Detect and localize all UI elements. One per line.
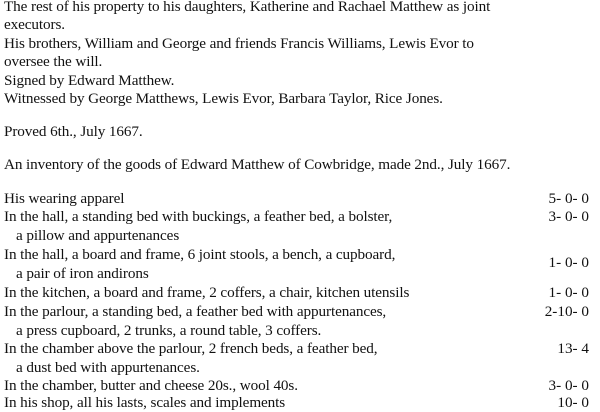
inventory-item bbox=[4, 283, 409, 302]
inventory-item-value: 10- 0 bbox=[557, 394, 589, 411]
inventory-item-text: In the hall, a board and frame, 6 joint stools, a bench, a cupboard, bbox=[4, 246, 396, 263]
will-line-1: The rest of his property to his daughters, Katherine and Rachael Matthew as joint bbox=[4, 0, 491, 15]
inventory-item-text: In the hall, a standing bed with buckings, a feather bed, a bolster, bbox=[4, 208, 393, 225]
proved-date: Proved 6th., July 1667. bbox=[4, 123, 143, 140]
inventory-item bbox=[4, 393, 285, 412]
inventory-item-value: 3- 0- 0 bbox=[548, 208, 589, 225]
inventory-item bbox=[4, 207, 392, 245]
inventory-item bbox=[4, 189, 124, 208]
inventory-item-text: In the parlour, a standing bed, a feather bed with appurtenances, bbox=[4, 303, 387, 320]
inventory-item-text: In the chamber above the parlour, 2 french beds, a feather bed, bbox=[4, 340, 378, 357]
will-line-4: oversee the will. bbox=[4, 53, 103, 70]
inventory-item-value: 1- 0- 0 bbox=[548, 254, 589, 271]
inventory-item-continuation: a press cupboard, 2 trunks, a round table, 3 coffers. bbox=[16, 322, 322, 339]
inventory-item-text: In the kitchen, a board and frame, 2 coffers, a chair, kitchen utensils bbox=[4, 284, 410, 301]
will-line-6: Witnessed by George Matthews, Lewis Evor, Barbara Taylor, Rice Jones. bbox=[4, 90, 443, 107]
inventory-item-value: 13- 4 bbox=[557, 340, 589, 357]
inventory-item-value: 2-10- 0 bbox=[544, 303, 589, 320]
inventory-item bbox=[4, 339, 377, 377]
inventory-item-value: 3- 0- 0 bbox=[548, 377, 589, 394]
inventory-item-text: His wearing apparel bbox=[4, 190, 125, 207]
inventory-item-continuation: a pair of iron andirons bbox=[16, 265, 149, 282]
inventory-item-continuation: a pillow and appurtenances bbox=[16, 227, 180, 244]
inventory-item-value: 5- 0- 0 bbox=[548, 190, 589, 207]
inventory-item-value: 1- 0- 0 bbox=[548, 284, 589, 301]
inventory-item bbox=[4, 245, 395, 283]
inventory-item-text: In his shop, all his lasts, scales and implements bbox=[4, 394, 286, 411]
inventory-heading: An inventory of the goods of Edward Matthew of Cowbridge, made 2nd., July 1667. bbox=[4, 156, 511, 173]
inventory-item-continuation: a dust bed with appurtenances. bbox=[16, 359, 200, 376]
inventory-item bbox=[4, 302, 386, 340]
will-line-5: Signed by Edward Matthew. bbox=[4, 72, 175, 89]
inventory-item-text: In the chamber, butter and cheese 20s., wool 40s. bbox=[4, 377, 298, 394]
will-line-2: executors. bbox=[4, 16, 65, 33]
will-line-3: His brothers, William and George and friends Francis Williams, Lewis Evor to bbox=[4, 35, 474, 52]
